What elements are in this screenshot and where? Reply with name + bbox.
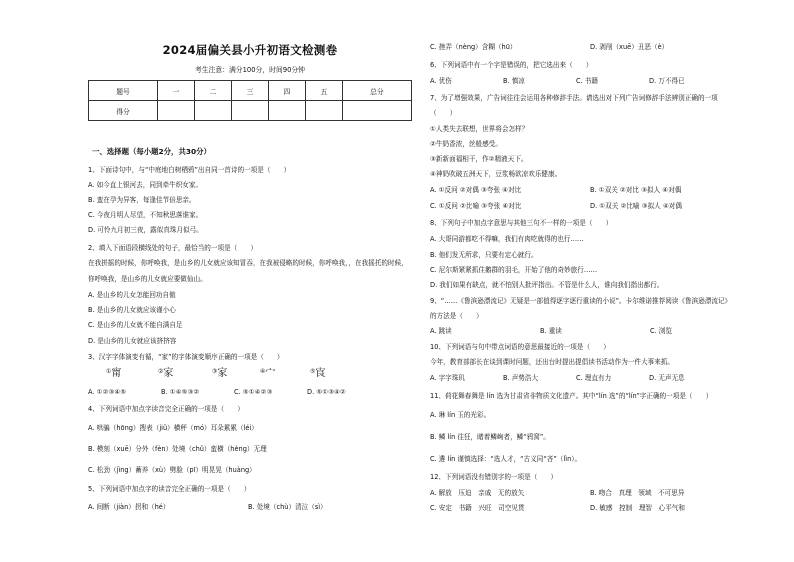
question-3-options bbox=[88, 389, 380, 397]
option[interactable]: A. 跳读 bbox=[430, 327, 452, 335]
option[interactable]: D. 剥削（xuē）丑恶（è） bbox=[590, 43, 669, 51]
question-2-passage: 在我拼摇的时候，你呼唤我，是山乡的儿女就应该知冒吞，在我被侵略的时候，你呼唤我，，在我摇托的时候， bbox=[88, 259, 408, 267]
question-8: 8、下列句子中加点字意思与其他三句不一样的一项是（ ） bbox=[430, 219, 613, 227]
score-table-score-row bbox=[89, 101, 412, 121]
question-5-options bbox=[88, 504, 408, 512]
question-7: 7、为了增强效果，广告词往往会运用各种修辞手法。请选出对下列广告词修辞手法辨别正确的一项 bbox=[430, 94, 718, 102]
option[interactable]: A. 是山乡的儿女怎能回功自傲 bbox=[88, 291, 176, 299]
option[interactable]: C. ①反问 ②比喻 ③夸张 ④对比 bbox=[430, 202, 522, 210]
question-7-item: ②牛奶香浓，丝般感受。 bbox=[430, 140, 502, 148]
option[interactable]: A. 如今直上银河去，同到牵牛织女家。 bbox=[88, 181, 203, 189]
glyph-2: ②家 bbox=[158, 368, 174, 379]
option[interactable]: C. 是山乡的儿女就不能自满自足 bbox=[88, 321, 183, 329]
option[interactable]: A. 解放 压迫 亲戚 无的放矢 bbox=[430, 489, 525, 497]
option[interactable]: B. 蛮在孕为异客，每逢佳节倍思亲。 bbox=[88, 196, 196, 204]
option[interactable]: B. ①双关 ②对比 ③拟人 ④对偶 bbox=[590, 186, 682, 194]
question-12: 12、下列词语没有错别字的一项是（ ） bbox=[430, 473, 558, 481]
option[interactable]: B. 重读 bbox=[540, 327, 562, 335]
question-7-paren: （ ） bbox=[430, 109, 457, 117]
option[interactable]: B. 他们发无所求，只要有定心就行。 bbox=[430, 251, 538, 259]
option[interactable]: A. ①反问 ②对偶 ③夸张 ④对比 bbox=[430, 186, 522, 194]
question-2: 2、填入下面语段横线处的句子，最恰当的一项是（ ） bbox=[88, 244, 258, 252]
option[interactable]: D. ⑤①③④② bbox=[307, 388, 346, 396]
option[interactable]: A. 大哥同游都吃不得嘛，我们有肉吃就得的也行…… bbox=[430, 235, 584, 243]
option[interactable]: C. 遴 lín 谨慎选择：“选人才，“古义同“吝”（lìn）。 bbox=[430, 455, 582, 463]
question-9: 9、“……《鲁滨逊漂流记》无疑是一部值得逐字逐行重读的小说”。卡尔维诺推荐阅读《鲁滨逊漂流记》 bbox=[430, 297, 732, 305]
option[interactable]: D. 万不得已 bbox=[649, 77, 685, 85]
option[interactable]: D. ①双关 ②比喻 ③拟人 ④对偶 bbox=[590, 202, 682, 210]
question-3: 3、汉字字体演变有循，“家”的字体演变顺序正确的一项是（ ） bbox=[88, 353, 284, 361]
option[interactable]: D. 是山乡的儿女就应该挤挤容 bbox=[88, 337, 177, 345]
question-9-options bbox=[430, 328, 672, 336]
option[interactable]: B. 声势浩大 bbox=[503, 374, 539, 382]
option[interactable]: A. 间断（jiàn）拐和（hé） bbox=[88, 503, 170, 511]
question-12-options bbox=[430, 490, 750, 498]
option[interactable]: B. ①④⑤③② bbox=[161, 388, 200, 396]
score-table bbox=[88, 80, 412, 121]
question-10-text: 今年，教育部部长在谈到课时问题，还出台时提出提倡读书活动作为一件大事来抓。 bbox=[430, 358, 674, 366]
score-cell: 题号 bbox=[89, 81, 158, 101]
score-input-cell[interactable] bbox=[268, 101, 305, 121]
option[interactable]: B. 慎凉 bbox=[503, 77, 525, 85]
option[interactable]: D. 可怜九月初三夜，露似真珠月似弓。 bbox=[88, 226, 203, 234]
score-cell: 一 bbox=[158, 81, 195, 101]
option[interactable]: A. ①②③④⑤ bbox=[88, 388, 127, 396]
question-5-options-cont bbox=[430, 44, 750, 52]
option[interactable]: C. 挫弄（nèng）含糊（hū） bbox=[430, 43, 517, 51]
option[interactable]: C. 理直有力 bbox=[576, 374, 612, 382]
question-7-options bbox=[430, 187, 750, 195]
glyph-1: ①甯 bbox=[106, 368, 122, 379]
option[interactable]: B. 吻合 真理 领域 不可思异 bbox=[590, 489, 685, 497]
option[interactable]: A. 字字珠玑 bbox=[430, 374, 465, 382]
score-cell: 三 bbox=[232, 81, 269, 101]
option[interactable]: B. 鳞 lín 往狂，睹着鳞峋者，鳞“鸦窝”。 bbox=[430, 433, 550, 441]
option[interactable]: A. 哄骗（hōng）搜表（jiǔ）横秤（mó）耳朵累累（léi） bbox=[88, 424, 258, 432]
option[interactable]: A. 琳 lín 玉的光彩。 bbox=[430, 411, 491, 419]
score-input-cell[interactable] bbox=[305, 101, 342, 121]
question-11: 11、荷花舞春舞是 lín 选为甘肃省非物质文化遗产。其中“lín 选”的“lín”字正确的一项是（ ） bbox=[430, 392, 713, 400]
question-7-options bbox=[430, 203, 750, 211]
option[interactable]: B. 是山乡的儿女就应该谨小心 bbox=[88, 306, 176, 314]
question-4: 4、下列词语中加点字读音完全正确的一项是（ ） bbox=[88, 405, 244, 413]
option[interactable]: C. ⑤①④②③ bbox=[234, 388, 273, 396]
option[interactable]: C. 书籍 bbox=[576, 77, 598, 85]
option[interactable]: C. 松劲（jìng）蓄养（xù）劈脸（pī）明晃晃（huàng） bbox=[88, 466, 256, 474]
option[interactable]: D. 敏感 控制 理智 心平气和 bbox=[590, 504, 685, 512]
question-7-item: ①人类失去联想，世界将会怎样？ bbox=[430, 125, 529, 133]
question-5: 5、下列词语中加点字的读音完全正确的一项是（ ） bbox=[88, 485, 251, 493]
score-cell: 二 bbox=[195, 81, 232, 101]
option[interactable]: C. 尼尔斯紧紧抓住鹅群的羽毛，开始了他的奇妙旅行…… bbox=[430, 266, 598, 274]
option[interactable]: D. 无声无息 bbox=[649, 374, 685, 382]
score-input-cell[interactable] bbox=[195, 101, 232, 121]
question-7-item: ④神奶吹破五洲天下，豆浆畅欲凉欢乐健康。 bbox=[430, 170, 562, 178]
section-heading: 一、选择题（每小题2分，共30分） bbox=[92, 147, 211, 156]
question-12-options bbox=[430, 505, 750, 513]
question-9-tail: 的方法是（ ） bbox=[430, 312, 483, 320]
question-10: 10、下列词语与句中带点词语的意思最接近的一项是（ ） bbox=[430, 343, 610, 351]
score-input-cell[interactable] bbox=[158, 101, 195, 121]
question-6-options bbox=[430, 78, 722, 86]
question-10-options bbox=[430, 375, 722, 383]
score-table-header-row bbox=[89, 81, 412, 101]
score-input-cell[interactable] bbox=[342, 101, 411, 121]
glyph-3: ③家 bbox=[212, 368, 228, 379]
exam-title: 2024届偏关县小升初语文检测卷 bbox=[162, 43, 338, 57]
option[interactable]: C. 浏览 bbox=[650, 327, 672, 335]
option[interactable]: A. 优伤 bbox=[430, 77, 452, 85]
option[interactable]: D. 我们如果有缺点，就不怕别人批评指出。不管是什么人，谁向我们指出都行。 bbox=[430, 281, 664, 289]
score-input-cell[interactable] bbox=[232, 101, 269, 121]
score-cell: 总分 bbox=[342, 81, 411, 101]
option[interactable]: C. 今夜月明人尽望，不知秋思落谁家。 bbox=[88, 211, 203, 219]
exam-notice: 考生注意：满分100分，时间90分钟 bbox=[195, 66, 305, 74]
option[interactable]: B. 模刻（xuē）分外（fèn）处境（chǔ）蛮横（hèng）无理 bbox=[88, 445, 267, 453]
question-7-item: ③新新面福相干，作②精液天下。 bbox=[430, 155, 528, 163]
score-cell: 四 bbox=[268, 81, 305, 101]
question-1: 1、下面诗句中，与“中庭地白树栖鸦”出自同一首诗的一项是（ ） bbox=[88, 166, 291, 174]
option[interactable]: C. 安定 书籍 兴旺 司空见贯 bbox=[430, 504, 525, 512]
score-cell: 得分 bbox=[89, 101, 158, 121]
question-6: 6、下列词语中有一个字是错误的，把它选出来（ ） bbox=[430, 61, 593, 69]
question-2-passage: 你呼唤我，是山乡的儿女就应要做仙山。 bbox=[88, 275, 207, 283]
glyph-4: ④宀 bbox=[260, 368, 276, 379]
score-cell: 五 bbox=[305, 81, 342, 101]
option[interactable]: B. 处境（chù）清泣（sì） bbox=[248, 503, 327, 511]
glyph-5: ⑤㝗 bbox=[310, 368, 326, 379]
